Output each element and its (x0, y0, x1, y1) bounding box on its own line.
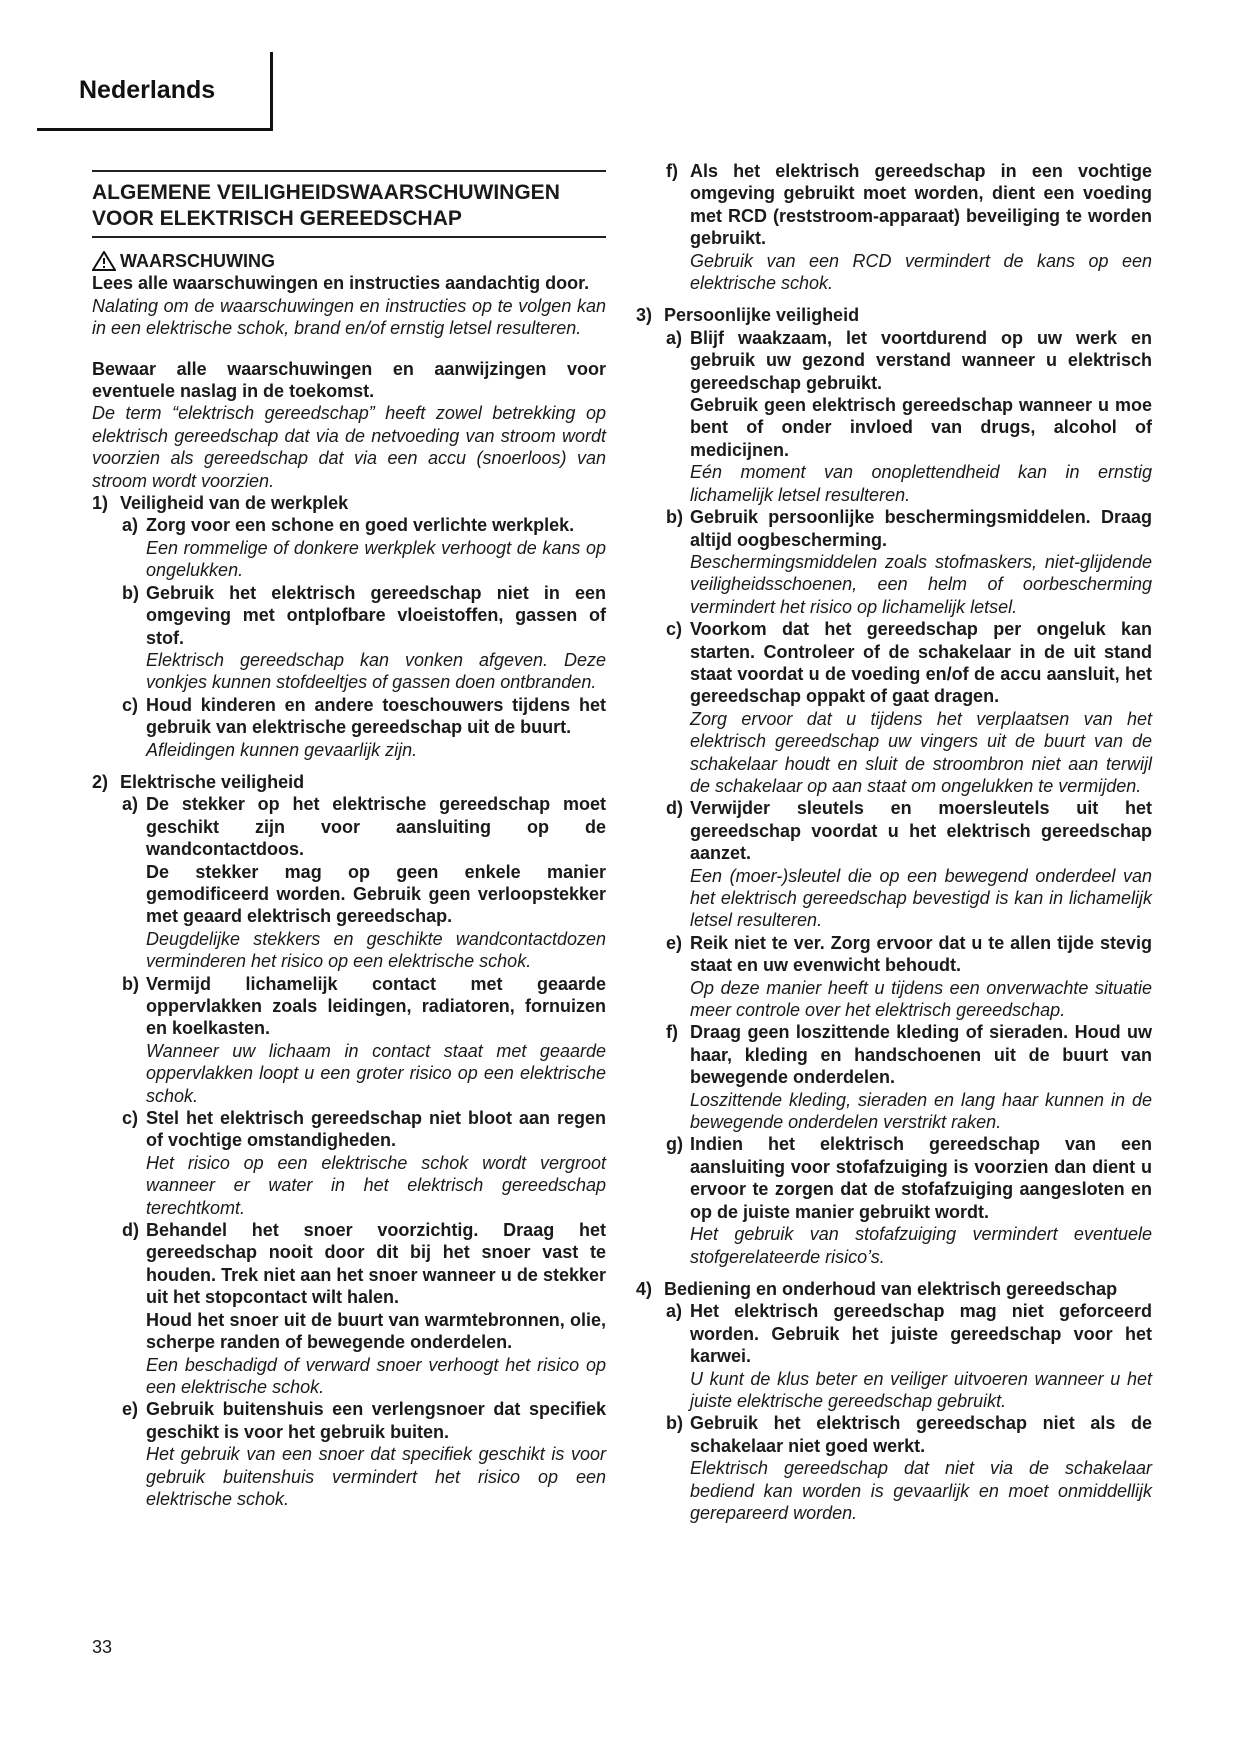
warning-bold-1: Lees alle waarschuwingen en instructies aandachtig door. (92, 273, 590, 294)
warning-bold-2: Bewaar alle waarschuwingen en aanwijzingen voor eventuele naslag in de toekomst. (92, 358, 606, 402)
left-column (92, 160, 606, 1510)
warning-heading (92, 250, 606, 272)
warning-italic-2: De term “elektrisch gereedschap” heeft zowel betrekking op elektrisch gereedschap dat via de netvoeding van stroom wordt voorzien als gereedschap dat via een accu (snoerloos) van stroom wordt voorzien. (92, 403, 606, 491)
list-item: f) Draag geen loszittende kleding of sieraden. Houd uw haar, kleding en handschoenen uit de buurt van bewegende onderdelen. Loszittende kleding, sieraden en lang haar kunnen in de bewegende onderdelen verstrikt raken. (666, 1022, 1152, 1133)
section-heading-3: 3) Persoonlijke veiligheid (636, 305, 860, 326)
page-number: 33 (92, 1637, 113, 1657)
warning-label: WAARSCHUWING (120, 251, 275, 271)
list-item: d) Verwijder sleutels en moersleutels uit het gereedschap voordat u het elektrisch gereedschap aanzet. Een (moer-)sleutel die op een bewegend onderdeel van het elektrisch gereedschap bevestigd is kan in lichamelijk letsel resulteren. (666, 798, 1152, 931)
list-item: e) Reik niet te ver. Zorg ervoor dat u te allen tijde stevig staat en uw evenwicht behoudt. Op deze manier heeft u tijdens een onverwachte situatie meer controle over het elektrisch gereedschap. (666, 932, 1152, 1021)
section-title (92, 170, 606, 238)
list-item: b) Gebruik het elektrisch gereedschap niet in een omgeving met ontplofbare vloeistoffen, gassen of stof. Elektrisch gereedschap kan vonken afgeven. Deze vonkjes kunnen stofdeeltjes of gassen doen ontbranden. (122, 582, 606, 693)
list-item: b) Gebruik het elektrisch gereedschap niet als de schakelaar niet goed werkt. Elektrisch gereedschap dat niet via de schakelaar bediend kan worden is gevaarlijk en moet onmiddellijk gerepareerd worden. (666, 1413, 1152, 1523)
title-line-1: ALGEMENE VEILIGHEIDSWAARSCHUWINGEN (92, 181, 560, 204)
list-item: f) Als het elektrisch gereedschap in een vochtige omgeving gebruikt moet worden, dient een voeding met RCD (reststroom-apparaat) beveiliging te worden gebruikt. Gebruik van een RCD vermindert de kans op een elektrische schok. (666, 161, 1152, 294)
section-heading-4: 4) Bediening en onderhoud van elektrisch gereedschap (636, 1278, 1118, 1299)
section-heading-1: 1) Veiligheid van de werkplek (92, 493, 349, 514)
warning-triangle-icon (92, 251, 116, 271)
warning-italic-1: Nalating om de waarschuwingen en instructies op te volgen kan in een elektrische schok, brand en/of ernstig letsel resulteren. (92, 295, 606, 339)
list-item: e) Gebruik buitenshuis een verlengsnoer dat specifiek geschikt is voor het gebruik buiten. Het gebruik van een snoer dat specifiek geschikt is voor gebruik buitenshuis vermindert het risico op een elektrische schok. (122, 1399, 606, 1509)
list-item: d) Behandel het snoer voorzichtig. Draag het gereedschap nooit door dit bij het snoer vast te houden. Trek niet aan het snoer wanneer u de stekker uit het stopcontact wilt halen. Houd het snoer uit de buurt van warmtebronnen, olie, scherpe randen of bewegende onderdelen. Een beschadigd of verward snoer verhoogt het risico op een elektrische schok. (122, 1220, 606, 1397)
list-item: a) De stekker op het elektrische gereedschap moet geschikt zijn voor aansluiting op de wandcontactdoos. De stekker mag op geen enkele manier gemodificeerd worden. Gebruik geen verloopstekker met geaard elektrisch gereedschap. Deugdelijke stekkers en geschikte wandcontactdozen verminderen het risico op een elektrische schok. (122, 794, 606, 972)
section-heading-2: 2) Elektrische veiligheid (92, 771, 305, 792)
list-item: b) Gebruik persoonlijke beschermingsmiddelen. Draag altijd oogbescherming. Beschermingsmiddelen zoals stofmaskers, niet-glijdende veiligheidsschoenen, een helm of oorbescherming vermindert het risico op lichamelijk letsel. (666, 507, 1152, 617)
language-label: Nederlands (79, 76, 216, 104)
list-item: g) Indien het elektrisch gereedschap van een aansluiting voor stofafzuiging is voorzien dan dient u ervoor te zorgen dat de stofafzuiging aangesloten en op de juiste manier gebruikt wordt. Het gebruik van stofafzuiging vermindert eventuele stofgerelateerde risico’s. (666, 1134, 1152, 1267)
list-item: b) Vermijd lichamelijk contact met geaarde oppervlakken zoals leidingen, radiatoren, fornuizen en koelkasten. Wanneer uw lichaam in contact staat met geaarde oppervlakken loopt u een groter risico op een elektrische schok. (122, 973, 606, 1106)
list-item: c) Houd kinderen en andere toeschouwers tijdens het gebruik van elektrische gereedschap uit de buurt. Afleidingen kunnen gevaarlijk zijn. (122, 694, 606, 760)
list-item: a) Zorg voor een schone en goed verlichte werkplek. Een rommelige of donkere werkplek verhoogt de kans op ongelukken. (122, 515, 606, 581)
list-item: c) Stel het elektrisch gereedschap niet bloot aan regen of vochtige omstandigheden. Het risico op een elektrische schok wordt vergroot wanneer er water in het elektrisch gereedschap terechtkomt. (122, 1108, 606, 1218)
right-column (636, 160, 1152, 1524)
list-item: a) Blijf waakzaam, let voortdurend op uw werk en gebruik uw gezond verstand wanneer u elektrisch gereedschap gebruikt. Gebruik geen elektrisch gereedschap wanneer u moe bent of onder invloed van drugs, alcohol of medicijnen. Eén moment van onoplettendheid kan in ernstig lichamelijk letsel resulteren. (666, 327, 1152, 505)
language-header (37, 52, 273, 131)
list-item: c) Voorkom dat het gereedschap per ongeluk kan starten. Controleer of de schakelaar in de uit stand staat voordat u de voeding en/of de accu aansluit, het gereedschap oppakt of gaat dragen. Zorg ervoor dat u tijdens het verplaatsen van het elektrisch gereedschap uw vingers uit de buurt van de schakelaar houdt en sluit de stroombron niet aan terwijl de schakelaar op aan staat om ongelukken te vermijden. (666, 619, 1152, 796)
list-item: a) Het elektrisch gereedschap mag niet geforceerd worden. Gebruik het juiste gereedschap voor het karwei. U kunt de klus beter en veiliger uitvoeren wanneer u het juiste elektrische gereedschap gebruikt. (666, 1301, 1152, 1411)
title-line-2: VOOR ELEKTRISCH GEREEDSCHAP (92, 207, 462, 230)
